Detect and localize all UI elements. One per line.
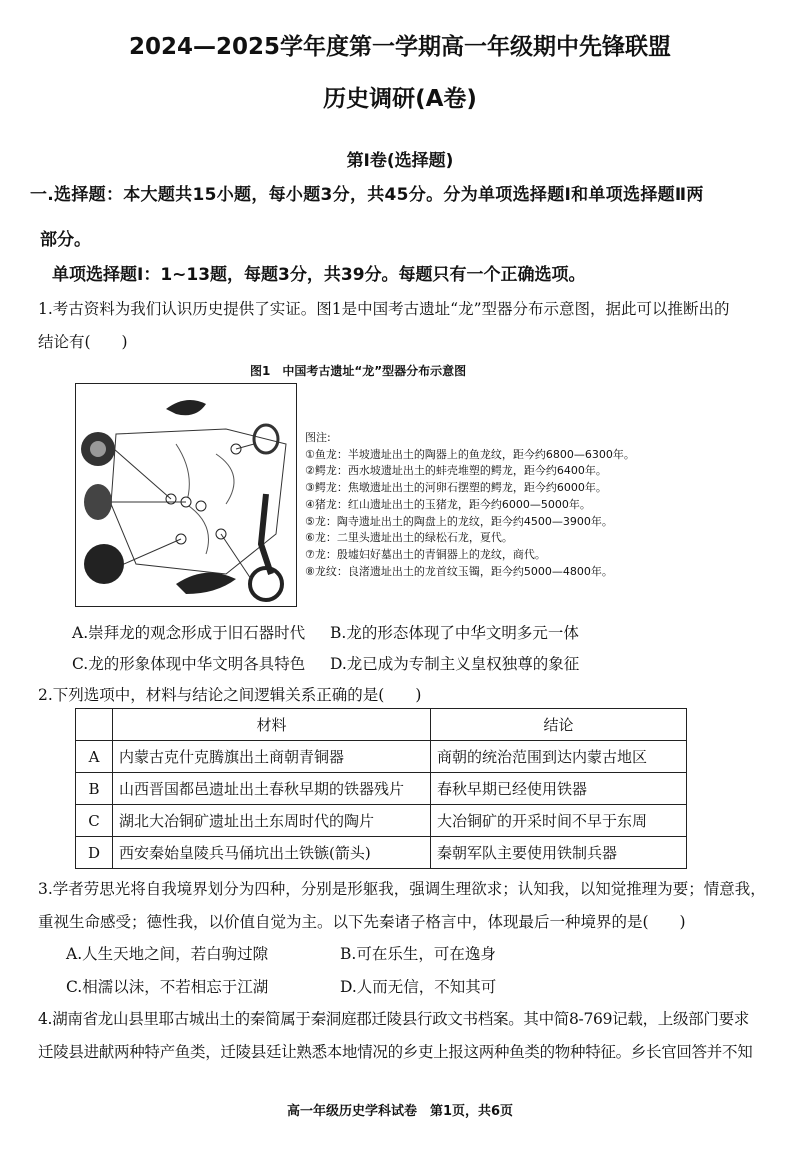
q2-table — [75, 708, 687, 869]
dragon-distribution-map — [75, 383, 297, 607]
conclusion-cell: 商朝的统治范围到达内蒙古地区 — [431, 741, 687, 773]
subsection-instruction: 单项选择题Ⅰ：1~13题，每题3分，共39分。每题只有一个正确选项。 — [52, 265, 586, 285]
legend-item: ②鳄龙：西水坡遗址出土的蚌壳堆塑的鳄龙，距今约6400年。 — [305, 464, 607, 478]
figure-caption: 图1 中国考古遗址“龙”型器分布示意图 — [250, 364, 467, 378]
q2-stem: 2.下列选项中，材料与结论之间逻辑关系正确的是( ) — [38, 686, 422, 704]
exam-title: 2024—2025学年度第一学期高一年级期中先锋联盟 — [128, 34, 672, 60]
legend-item: ⑧龙纹：良渚遗址出土的龙首纹玉镯，距今约5000—4800年。 — [305, 564, 613, 578]
q1-stem: 1.考古资料为我们认识历史提供了实证。图1是中国考古遗址“龙”型器分布示意图，据此可以推断出的 — [38, 300, 730, 318]
header-cell: 结论 — [431, 709, 687, 741]
q3-option-d[interactable]: D.人而无信，不知其可 — [340, 978, 497, 996]
q1-option-d[interactable]: D.龙已成为专制主义皇权独尊的象征 — [330, 655, 580, 673]
q3-option-b[interactable]: B.可在乐生，可在逸身 — [340, 945, 496, 963]
table-row — [76, 837, 687, 869]
section-instruction: 一.选择题：本大题共15小题，每小题3分，共45分。分为单项选择题Ⅰ和单项选择题Ⅱ两 — [30, 185, 704, 205]
option-label-cell: B — [76, 773, 113, 805]
option-label-cell: D — [76, 837, 113, 869]
legend-item: ①鱼龙：半坡遗址出土的陶器上的鱼龙纹，距今约6800—6300年。 — [305, 447, 635, 461]
q3-option-c[interactable]: C.相濡以沫，不若相忘于江湖 — [66, 978, 269, 996]
section-instruction-cont: 部分。 — [40, 230, 91, 250]
q4-stem: 4.湖南省龙山县里耶古城出土的秦简属于秦洞庭郡迁陵县行政文书档案。其中简8-769记载，上级部门要求 — [38, 1010, 749, 1028]
q1-option-a[interactable]: A.崇拜龙的观念形成于旧石器时代 — [72, 624, 306, 642]
table-header-row — [76, 709, 687, 741]
conclusion-cell: 秦朝军队主要使用铁制兵器 — [431, 837, 687, 869]
page-footer: 高一年级历史学科试卷 第1页，共6页 — [286, 1104, 514, 1119]
option-label-cell: C — [76, 805, 113, 837]
figure-legend — [305, 430, 635, 580]
header-cell: 材料 — [113, 709, 431, 741]
exam-subtitle: 历史调研(A卷) — [323, 86, 477, 112]
conclusion-cell: 春秋早期已经使用铁器 — [431, 773, 687, 805]
legend-title: 图注: — [305, 431, 331, 444]
material-cell: 内蒙古克什克腾旗出土商朝青铜器 — [113, 741, 431, 773]
table-row — [76, 805, 687, 837]
conclusion-cell: 大冶铜矿的开采时间不早于东周 — [431, 805, 687, 837]
table-row — [76, 773, 687, 805]
legend-item: ⑦龙：殷墟妇好墓出土的青铜器上的龙纹，商代。 — [305, 547, 546, 561]
option-label-cell: A — [76, 741, 113, 773]
q1-option-c[interactable]: C.龙的形象体现中华文明各具特色 — [72, 655, 306, 673]
legend-item: ③鳄龙：焦墩遗址出土的河卵石摆塑的鳄龙，距今约6000年。 — [305, 481, 607, 495]
legend-item: ⑤龙：陶寺遗址出土的陶盘上的龙纹，距今约4500—3900年。 — [305, 514, 613, 528]
q3-stem: 3.学者劳思光将自我境界划分为四种，分别是形躯我，强调生理欲求；认知我，以知觉推理为要；情意我， — [38, 880, 766, 898]
legend-item: ④猪龙：红山遗址出土的玉猪龙，距今约6000—5000年。 — [305, 497, 591, 511]
material-cell: 山西晋国都邑遗址出土春秋早期的铁器残片 — [113, 773, 431, 805]
q4-stem-cont: 迁陵县进献两种特产鱼类，迁陵县廷让熟悉本地情况的乡吏上报这两种鱼类的物种特征。乡长官回答并不知 — [38, 1043, 753, 1061]
header-cell — [76, 709, 113, 741]
map-illustration — [76, 384, 296, 606]
q3-option-a[interactable]: A.人生天地之间，若白驹过隙 — [66, 945, 269, 963]
legend-item: ⑥龙：二里头遗址出土的绿松石龙，夏代。 — [305, 531, 513, 545]
table-row — [76, 741, 687, 773]
material-cell: 西安秦始皇陵兵马俑坑出土铁镞(箭头) — [113, 837, 431, 869]
q1-option-b[interactable]: B.龙的形态体现了中华文明多元一体 — [330, 624, 579, 642]
material-cell: 湖北大冶铜矿遗址出土东周时代的陶片 — [113, 805, 431, 837]
q3-stem-cont: 重视生命感受；德性我，以价值自觉为主。以下先秦诸子格言中，体现最后一种境界的是( ) — [38, 913, 686, 931]
part-heading: 第Ⅰ卷(选择题) — [346, 151, 454, 171]
q1-stem-cont: 结论有( ) — [38, 333, 128, 351]
